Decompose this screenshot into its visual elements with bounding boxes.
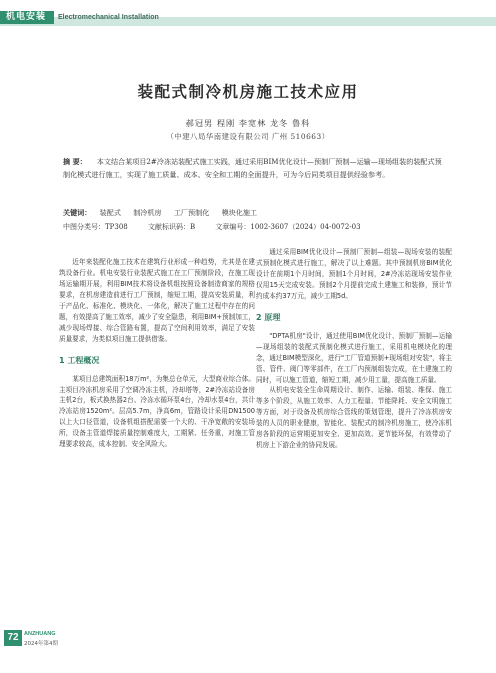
column-left <box>59 257 255 450</box>
section-heading: 2 原理 <box>256 312 281 322</box>
magazine-name: ANZHUANG <box>24 631 56 637</box>
article-number: 文章编号：1002-3607（2024）04-0072-03 <box>215 223 361 231</box>
article-title: 装配式制冷机房施工技术应用 <box>137 83 359 101</box>
keyword: 模块化施工 <box>221 208 258 217</box>
section-english: Electromechanical Installation <box>58 14 159 21</box>
body-paragraph: 通过采用BIM优化设计—预制厂预制—组装—现场安装的装配式预制化模式进行施工，解决了以上难题。其中预制机房BIM优化设计在前期1个月时间，预制1个月时间，2#冷冻站现场安装作业仅用15天完成安装。预制2个月提前完成土建施工和装修，预计节约成本约37万元，减少工期5d。 <box>256 248 452 300</box>
keyword: 装配式 <box>99 208 121 217</box>
body-paragraph: "DPTA机房"设计，通过使用BIM优化设计、预制厂预制—运输—现场组装的装配式预制化模式进行施工，采用机电模块化的理念，通过BIM模型深化，进行"工厂管道预制+现场组对安装"，将主管、管件、阀门等零部件，在工厂内预制组装完成，在土建施工的同时，可以施工管道，缩短工期，减少用工量，提高施工质量。 <box>256 331 452 384</box>
page-header <box>0 0 496 30</box>
body-paragraph: 从机电安装全生命周期设计、制作、运输、组装、维保、施工等多个阶段，从施工效率、人力工程量、节能降耗、安全文明施工等方面，对于设备及机房综合管线的策划管理，提升了冷冻机房安装的人员的职业健康，智能化、装配式的制冷机房施工，使冷冻机房各阶段的运营期更加安全、更加高效、更节能环保，有效带动了机房上下游企业的协同发展。 <box>256 386 452 450</box>
document-code: 文献标识码：B <box>147 223 196 231</box>
keyword: 工厂预制化 <box>173 208 210 217</box>
section-heading: 1 工程概况 <box>59 355 100 365</box>
author-list: 郝冠男 程刚 李宽林 龙冬 鲁科 <box>185 118 311 128</box>
column-right <box>256 247 452 451</box>
affiliation: （中建八局华南建设有限公司 广州 510663） <box>166 132 330 141</box>
issue-label: 2024年第4期 <box>24 641 58 647</box>
intro-paragraph: 近年来装配化施工技术在建筑行业形成一种趋势，尤其是在建筑设备行业。机电安装行业装配式施工在工厂预制阶段，在施工现场运输期开展，利用BIM技术将设备机组按照设备制造商家的规格要求，在机房建造前进行工厂预制，缩短工期，提高安装质量，利于产品化、标准化、模块化、一体化，解决了施工过程中存在的问题，有效提高了施工效率，减少了安全隐患，利用BIM+预制加工，减少现场焊接、综合管路布置，提高了空间利用效率，满足了安装质量要求，为类似项目施工提供借鉴。 <box>59 258 255 343</box>
clc-number: 中图分类号：TP308 <box>63 223 128 231</box>
body-paragraph: 某项目总建筑面积18万m²，为集总仓单元，大型商业综合体。主项目冷冻机房采用了空调冷冻主机，冷却塔等，2#冷冻站设备房主机2台，板式换热器2台、冷冻水循环泵4台，冷却水泵4台，共计冷冻站房1520m²。层高5.7m，净高6m，管路设计采用DN1500以上大口径管道，设备机组搭配需要一个大的、干净宽敞的安装场所，设备主管道焊接质量控制难度大，工期紧、任务重，对施工管理要求较高，成本控制、安全风险大。 <box>59 374 255 449</box>
page-number: 72 <box>4 630 22 646</box>
abstract-text: 本文结合某项目2#冷冻站装配式施工实践，通过采用BIM优化设计—预制厂预制—运输—现场组装的装配式预制化模式进行施工，实现了施工质量、成本、安全和工期的全面提升，可为今后同类项目提供经验参考。 <box>63 157 442 180</box>
keyword: 制冷机房 <box>133 208 162 217</box>
section-tab: 机电安装 <box>0 11 54 24</box>
abstract-label: 摘 要： <box>63 157 87 166</box>
keywords-label: 关键词： <box>63 208 92 217</box>
abstract <box>63 155 443 181</box>
article-meta <box>63 222 463 232</box>
keywords <box>63 208 443 218</box>
